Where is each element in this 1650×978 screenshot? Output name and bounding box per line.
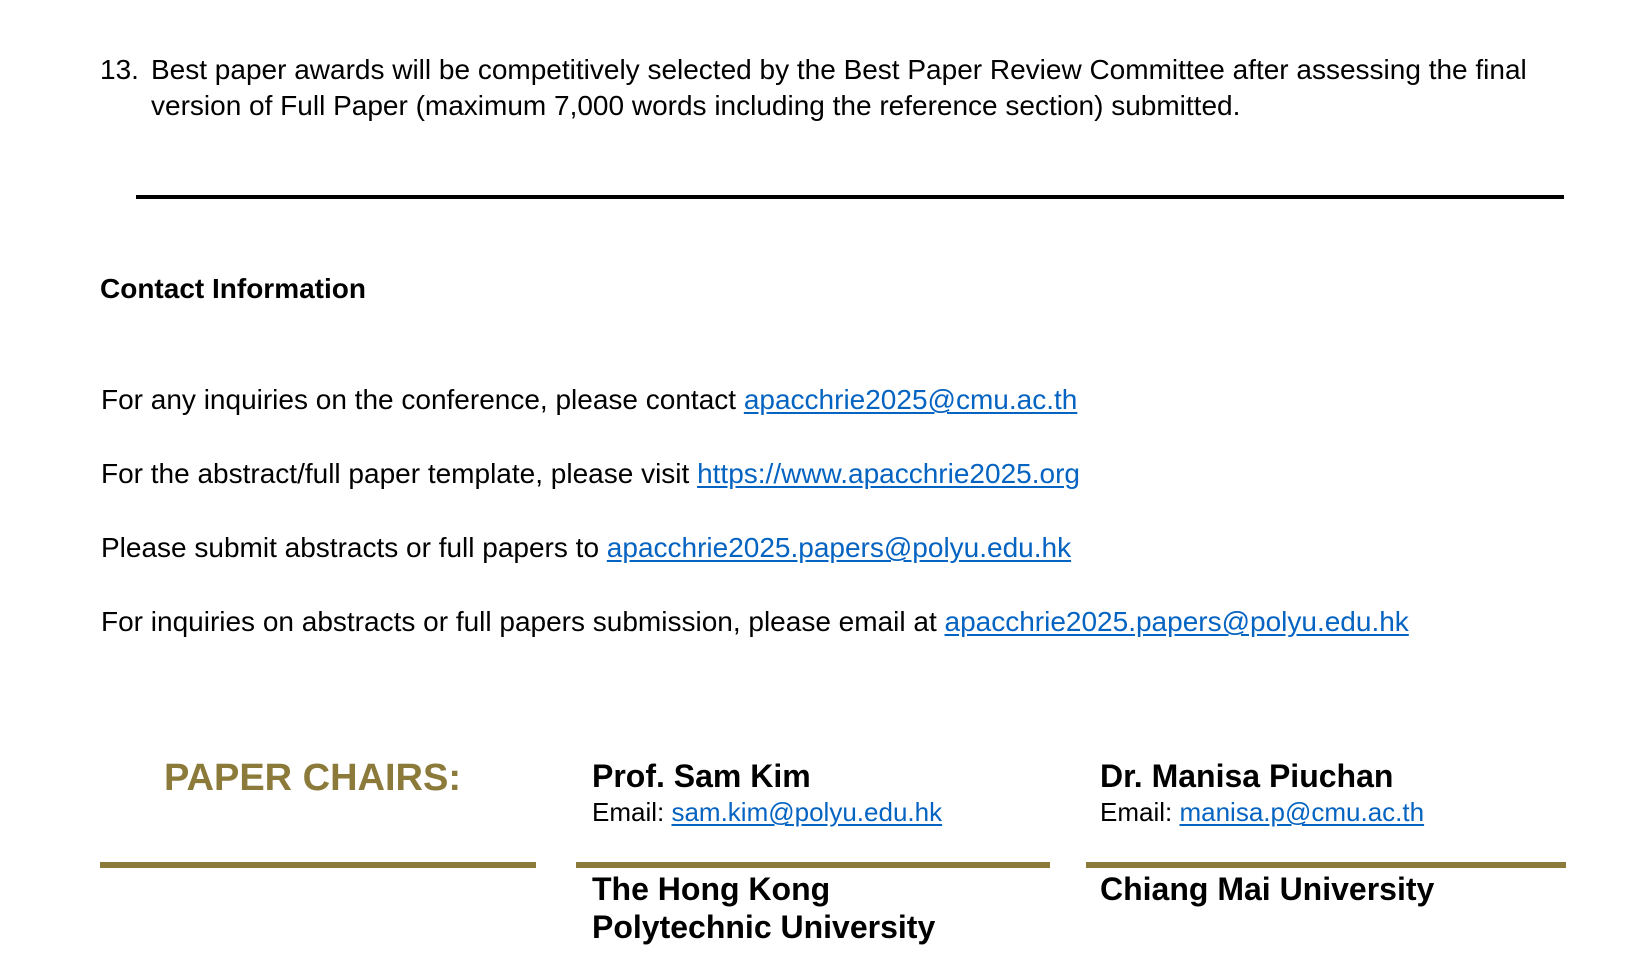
contact-line-text: For the abstract/full paper template, please visit bbox=[101, 458, 698, 489]
submission-email-link[interactable]: apacchrie2025.papers@polyu.edu.hk bbox=[606, 532, 1072, 563]
contact-line-inquiries bbox=[101, 604, 1409, 640]
email-label: Email: bbox=[592, 797, 672, 827]
chair-email-link-2[interactable]: manisa.p@cmu.ac.th bbox=[1179, 797, 1425, 827]
paper-chairs-label: PAPER CHAIRS: bbox=[164, 757, 461, 799]
gold-divider-left bbox=[100, 862, 536, 868]
email-label: Email: bbox=[1100, 797, 1180, 827]
section-title: Contact Information bbox=[100, 273, 366, 304]
section-divider bbox=[136, 195, 1564, 199]
chair-name-1: Prof. Sam Kim bbox=[592, 758, 811, 794]
gold-divider-middle bbox=[576, 862, 1050, 868]
contact-line-text: For any inquiries on the conference, please contact bbox=[101, 384, 744, 415]
contact-line-text: For inquiries on abstracts or full papers submission, please email at bbox=[101, 606, 945, 637]
conference-email-link[interactable]: apacchrie2025@cmu.ac.th bbox=[743, 384, 1078, 415]
list-item-text: Best paper awards will be competitively selected by the Best Paper Review Committee after assessing the final version of Full Paper (maximum 7,000 words including the reference section) submitted. bbox=[151, 54, 1527, 121]
inquiries-email-link[interactable]: apacchrie2025.papers@polyu.edu.hk bbox=[944, 606, 1409, 637]
gold-divider-right bbox=[1086, 862, 1566, 868]
contact-line-conference bbox=[101, 382, 1077, 418]
chair-email-2 bbox=[1100, 796, 1424, 828]
contact-line-text: Please submit abstracts or full papers to bbox=[101, 532, 607, 563]
chair-email-1 bbox=[592, 796, 942, 828]
chair-affiliation-1: The Hong Kong Polytechnic University bbox=[592, 871, 936, 945]
template-website-link[interactable]: https://www.apacchrie2025.org bbox=[697, 458, 1080, 489]
contact-line-submit bbox=[101, 530, 1071, 566]
chair-name-2: Dr. Manisa Piuchan bbox=[1100, 758, 1394, 794]
contact-line-template bbox=[101, 456, 1080, 492]
chair-email-link-1[interactable]: sam.kim@polyu.edu.hk bbox=[671, 797, 943, 827]
chair-affiliation-2: Chiang Mai University bbox=[1100, 871, 1435, 907]
list-item-number: 13. bbox=[100, 54, 139, 85]
